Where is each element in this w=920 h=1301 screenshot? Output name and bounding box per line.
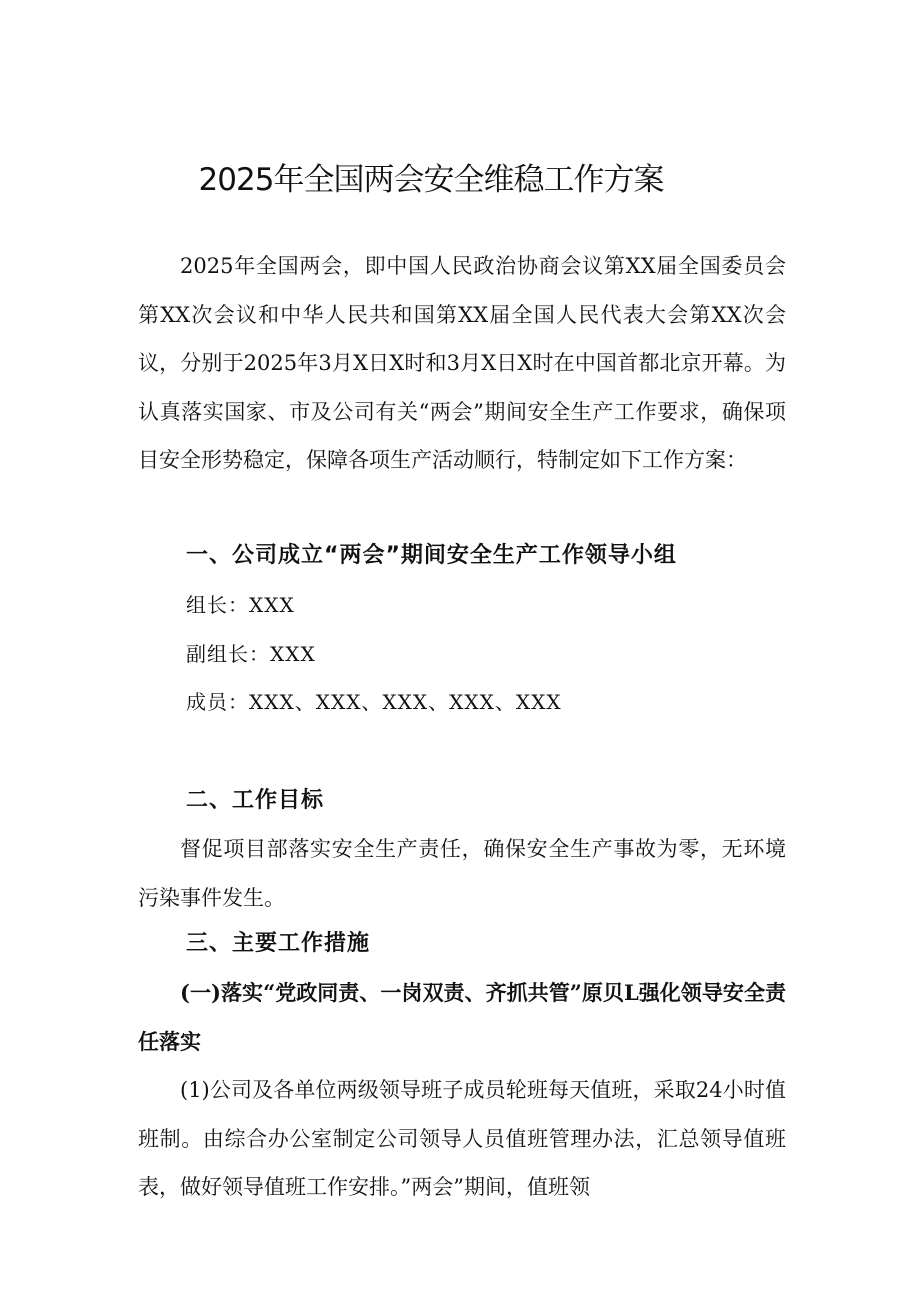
section-3-heading: 三、主要工作措施 xyxy=(186,931,371,956)
section-3-subheading-1: (一)落实“党政同责、一岗双责、齐抓共管”原贝L强化领导安全责任落实 xyxy=(138,980,786,1054)
group-members: 成员：XXX、XXX、XXX、XXX、XXX xyxy=(186,690,562,714)
intro-paragraph: 2025年全国两会，即中国人民政治协商会议第XX届全国委员会第XX次会议和中华人民共和国第XX届全国人民代表大会第XX次会议，分别于2025年3月X日X时和3月X日X时在中国首都北京开幕。为认真落实国家、市及公司有关“两会”期间安全生产工作要求，确保项目安全形势稳定，保障各项生产活动顺行，特制定如下工作方案： xyxy=(138,254,786,472)
group-leader: 组长：XXX xyxy=(186,593,295,617)
section-2-heading: 二、工作目标 xyxy=(186,788,325,813)
section-1-heading: 一、公司成立“两会”期间安全生产工作领导小组 xyxy=(186,543,677,568)
document-title: 2025年全国两会安全维稳工作方案 xyxy=(198,161,664,198)
section-3-item-1: (1)公司及各单位两级领导班子成员轮班每天值班，采取24小时值班制。由综合办公室制定公司领导人员值班管理办法，汇总领导值班表，做好领导值班工作安排。”两会”期间，值班领 xyxy=(138,1078,786,1199)
section-2-text: 督促项目部落实安全生产责任，确保安全生产事故为零，无环境污染事件发生。 xyxy=(138,837,786,910)
deputy-leader: 副组长：XXX xyxy=(186,642,316,666)
